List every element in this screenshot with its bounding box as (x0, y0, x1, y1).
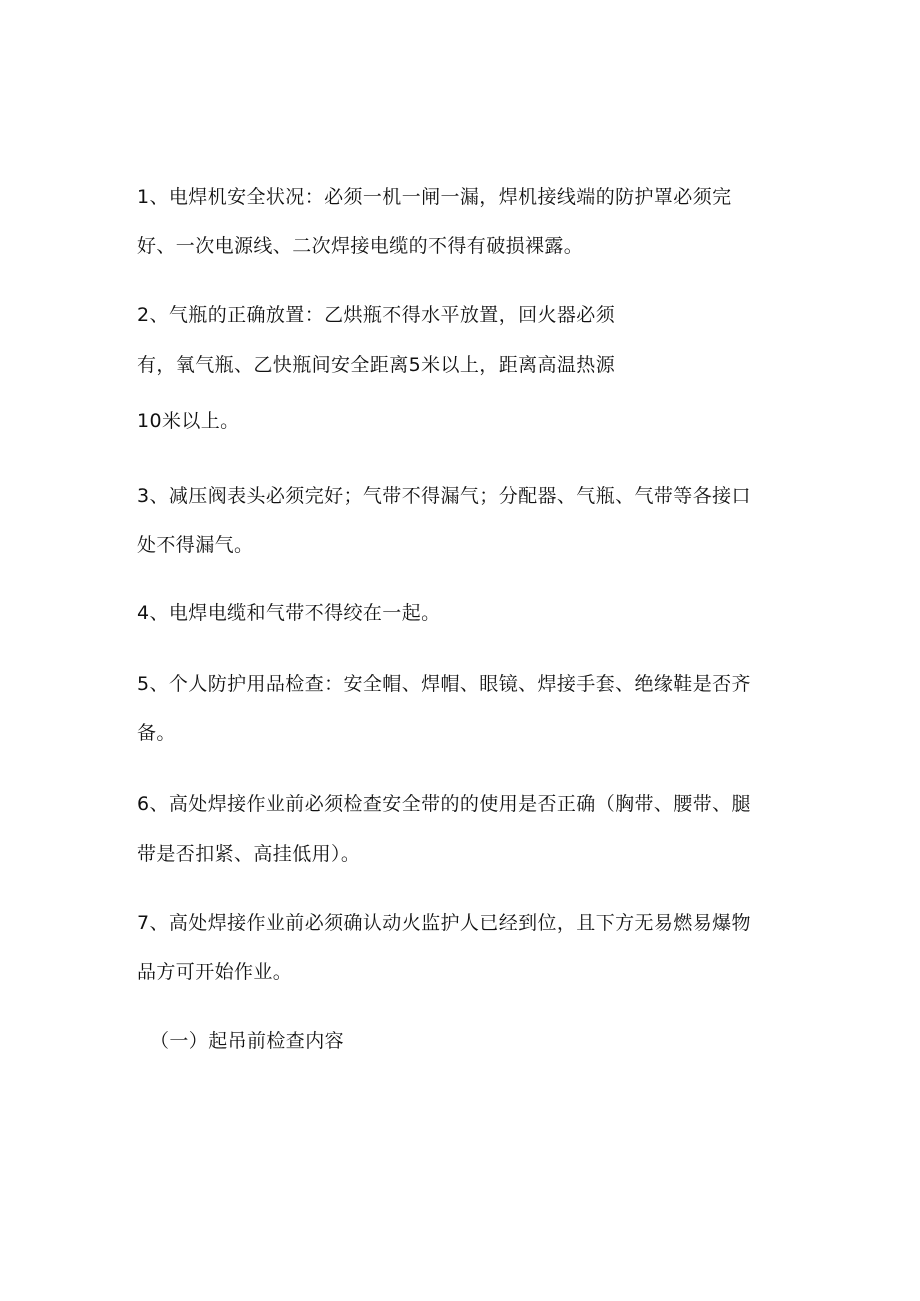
item-4-line-1: 4、电焊电缆和气带不得绞在一起。 (137, 602, 441, 624)
item-7-line-1: 7、高处焊接作业前必须确认动火监护人已经到位，且下方无易燃易爆物 (137, 912, 751, 934)
item-1-line-1: 1、电焊机安全状况：必须一机一闸一漏，焊机接线端的防护罩必须完 (137, 186, 732, 208)
item-3-line-2: 处不得漏气。 (137, 534, 254, 556)
item-6-line-1: 6、高处焊接作业前必须检查安全带的的使用是否正确（胸带、腰带、腿 (137, 793, 751, 815)
section-heading: （一）起吊前检查内容 (150, 1030, 345, 1052)
item-2-line-3: 10米以上。 (137, 410, 240, 432)
item-2-line-1: 2、气瓶的正确放置：乙烘瓶不得水平放置，回火器必须 (137, 304, 616, 326)
item-2-line-2: 有，氧气瓶、乙快瓶间安全距离5米以上，距离高温热源 (137, 354, 616, 376)
item-6-line-2: 带是否扣紧、高挂低用）。 (137, 843, 361, 865)
item-1-line-2: 好、一次电源线、二次焊接电缆的不得有破损裸露。 (137, 235, 584, 257)
item-7-line-2: 品方可开始作业。 (137, 961, 293, 983)
item-3-line-1: 3、减压阀表头必须完好；气带不得漏气；分配器、气瓶、气带等各接口 (137, 485, 751, 507)
item-5-line-1: 5、个人防护用品检查：安全帽、焊帽、眼镜、焊接手套、绝缘鞋是否齐 (137, 673, 751, 695)
item-5-line-2: 备。 (137, 722, 176, 744)
